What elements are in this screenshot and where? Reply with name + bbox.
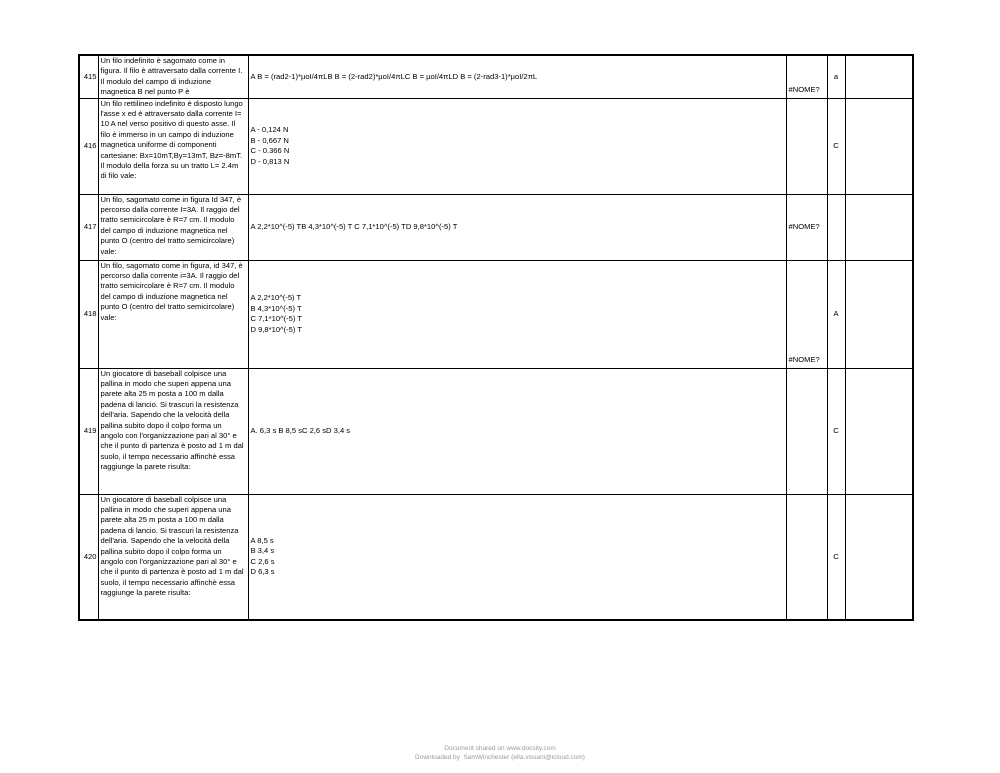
question-number: 416 — [79, 98, 98, 194]
question-number: 415 — [79, 55, 98, 98]
answer-options — [248, 98, 786, 194]
question-table — [78, 54, 914, 621]
answer-option: A. 6,3 s B 8,5 sC 2,6 sD 3,4 s — [250, 425, 351, 435]
question-number: 417 — [79, 194, 98, 260]
answer-option: C 2,6 s — [250, 556, 275, 566]
answer-option: A - 0,124 N — [250, 125, 289, 135]
answer-key: C — [827, 368, 845, 494]
answer-option: B 4,3*10^(-5) T — [250, 303, 302, 313]
answer-option: A B = (rad2-1)*µoI/4πLB B = (2-rad2)*µoI/4πLC B = µoI/4πLD B = (2-rad3-1)*µoI/2πL — [250, 71, 538, 81]
answer-key — [827, 194, 845, 260]
answer-options — [248, 368, 786, 494]
table-row — [79, 98, 913, 194]
formula-result: #NOME? — [786, 55, 827, 98]
question-text: Un filo indefinito è sagomato come in figura. Il filo è attraversato dalla corrente I. Il modulo del campo di induzione magnetica B nel punto P è — [98, 55, 248, 98]
empty-cell — [845, 194, 913, 260]
answer-options — [248, 194, 786, 260]
question-text: Un filo, sagomato come in figura, id 347, è percorso dalla corrente i=3A. Il raggio del tratto semicircolare è R=7 cm. Il modulo del campo di induzione magnetica nel punto O (centro del tratto semicircolare) vale: — [98, 260, 248, 368]
question-number: 419 — [79, 368, 98, 494]
answer-options — [248, 260, 786, 368]
table-row — [79, 494, 913, 620]
table-row — [79, 260, 913, 368]
table-row — [79, 55, 913, 98]
question-text: Un filo rettilineo indefinito è disposto lungo l'asse x ed è attraversato dalla corrente I= 10 A nel verso positivo di questo asse. Il filo è immerso in un campo di induzione magnetica uniforme di componenti cartesiane: Bx=10mT,By=13mT, Bz=-8mT. Il modulo della forza su un tratto L= 2.4m di filo vale: — [98, 98, 248, 194]
empty-cell — [845, 260, 913, 368]
footer-shared: Document shared on www.docsity.com — [444, 745, 556, 752]
formula-result — [786, 368, 827, 494]
answer-key: C — [827, 494, 845, 620]
answer-option: B 3,4 s — [250, 546, 275, 556]
table-row — [79, 368, 913, 494]
empty-cell — [845, 55, 913, 98]
answer-option: A 2,2*10^(-5) TB 4,3*10^(-5) T C 7,1*10^(-5) TD 9,8*10^(-5) T — [250, 221, 458, 231]
empty-cell — [845, 494, 913, 620]
empty-cell — [845, 98, 913, 194]
answer-option: C 7,1*10^(-5) T — [250, 314, 303, 324]
formula-result: #NOME? — [786, 194, 827, 260]
table-row — [79, 194, 913, 260]
question-number: 420 — [79, 494, 98, 620]
answer-option: B - 0,667 N — [250, 135, 289, 145]
answer-key: A — [827, 260, 845, 368]
answer-options — [248, 55, 786, 98]
question-number: 418 — [79, 260, 98, 368]
answer-option: A 8,5 s — [250, 536, 274, 546]
answer-option: D 9,8*10^(-5) T — [250, 324, 303, 334]
answer-key: a — [827, 55, 845, 98]
answer-option: D - 0,813 N — [250, 156, 290, 166]
formula-result — [786, 98, 827, 194]
empty-cell — [845, 368, 913, 494]
formula-result — [786, 494, 827, 620]
table-body — [79, 55, 913, 620]
question-text: Un filo, sagomato come in figura Id 347, è percorso dalla corrente I=3A. Il raggio del tratto semicircolare è R=7 cm. Il modulo del campo di induzione magnetica nel punto O (centro del tratto semicircolare) vale: — [98, 194, 248, 260]
answer-option: A 2,2*10^(-5) T — [250, 293, 302, 303]
answer-option: D 6,3 s — [250, 567, 275, 577]
answer-option: C - 0.366 N — [250, 146, 290, 156]
formula-result: #NOME? — [786, 260, 827, 368]
answer-key: C — [827, 98, 845, 194]
question-text: Un giocatore di baseball colpisce una pallina in modo che superi appena una parete alta 25 m posta a 100 m dalla padena di lancio. Si trascuri la resistenza dell'aria. Sapendo che la velocità della pallina subito dopo il colpo forma un angolo con l'organizzazione pari al 30° e che il punto di partenza è posto ad 1 m dal suolo, il tempo necessario affinchè essa raggiunge la parete risulta: — [98, 368, 248, 494]
footer-downloaded: Downloaded by: SamWinchester (ella.vissani@icloud.com) — [415, 754, 585, 761]
answer-options — [248, 494, 786, 620]
question-text: Un giocatore di baseball colpisce una pallina in modo che superi appena una parete alta 25 m posta a 100 m dalla padena di lancio. Si trascuri la resistenza dell'aria. Sapendo che la velocità della pallina subito dopo il colpo forma un angolo con l'organizzazione pari al 30° e che il punto di partenza è posto ad 1 m dal suolo, il tempo necessario affinchè essa raggiunge la parete risulta: — [98, 494, 248, 620]
